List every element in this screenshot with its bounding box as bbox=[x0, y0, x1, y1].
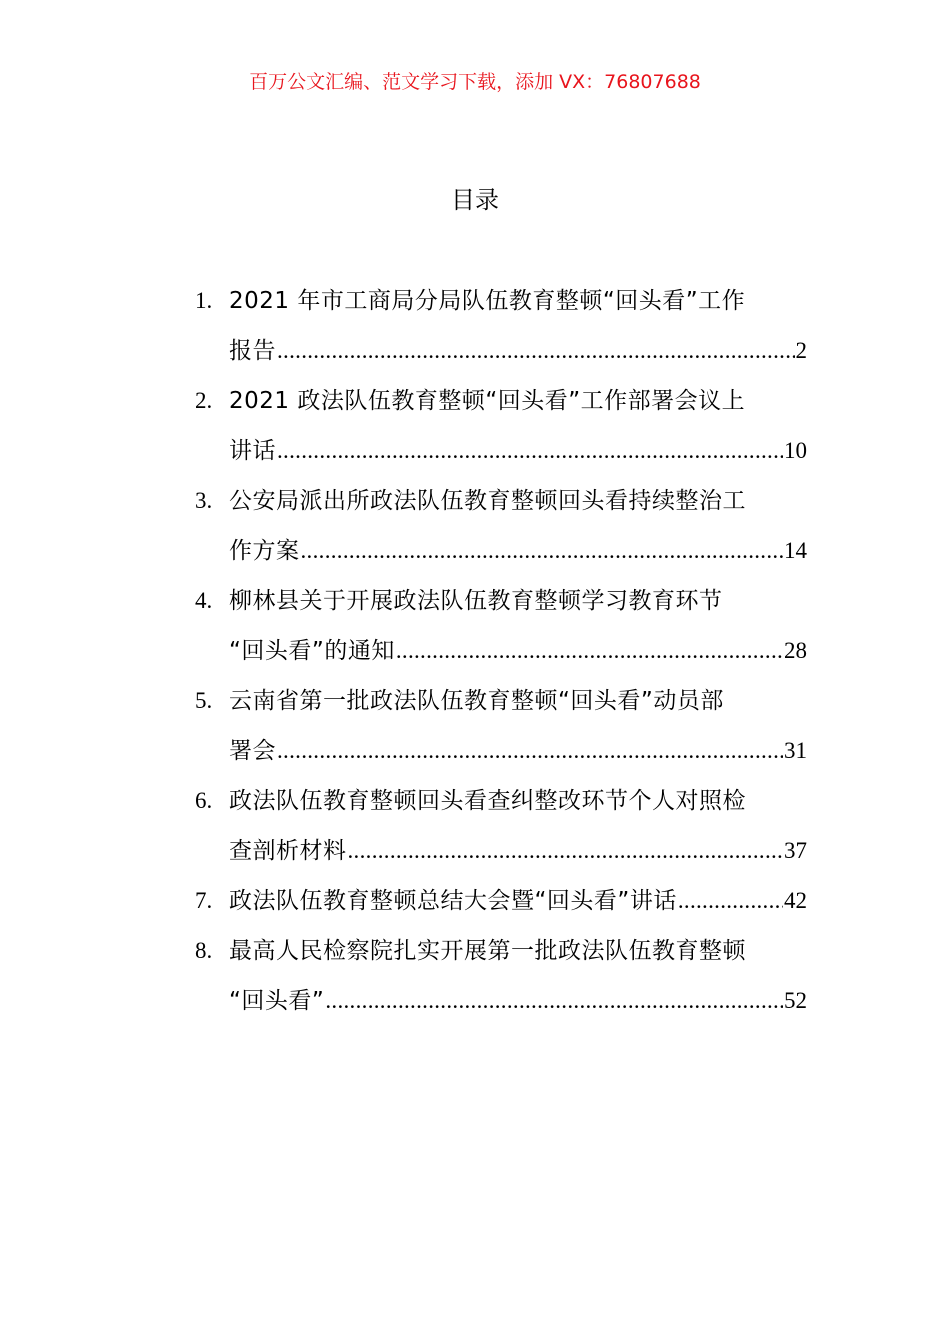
toc-page-number: 31 bbox=[784, 738, 807, 763]
toc-page-number: 28 bbox=[784, 638, 807, 663]
toc-entry-4[interactable] bbox=[195, 576, 807, 676]
toc-entry-title-line1: 政法队伍教育整顿总结大会暨“回头看”讲话 bbox=[229, 888, 677, 914]
toc-entry-2[interactable] bbox=[195, 376, 807, 476]
toc-entry-6[interactable] bbox=[195, 776, 807, 876]
toc-entry-title-line1: 云南省第一批政法队伍教育整顿“回头看”动员部 bbox=[229, 688, 724, 714]
toc-leader-dots bbox=[277, 726, 783, 776]
table-of-contents bbox=[195, 276, 807, 1026]
toc-title: 目录 bbox=[451, 186, 499, 214]
watermark-text: 百万公文汇编、范文学习下载，添加 VX：76807688 bbox=[249, 71, 701, 93]
toc-entry-5[interactable] bbox=[195, 676, 807, 776]
toc-leader-dots bbox=[277, 426, 783, 476]
toc-entry-1[interactable] bbox=[195, 276, 807, 376]
toc-entry-title-line2: “回头看”的通知 bbox=[229, 638, 395, 664]
toc-entry-number: 6. bbox=[195, 788, 213, 813]
toc-leader-dots bbox=[277, 326, 795, 376]
toc-entry-title-line1: 政法队伍教育整顿回头看查纠整改环节个人对照检 bbox=[229, 788, 746, 814]
toc-page-number: 2 bbox=[795, 338, 807, 363]
toc-page-number: 10 bbox=[784, 438, 807, 463]
toc-entry-title-line2: 报告 bbox=[229, 338, 276, 364]
toc-entry-number: 3. bbox=[195, 488, 213, 513]
toc-leader-dots bbox=[396, 626, 783, 676]
toc-page-number: 42 bbox=[784, 888, 807, 913]
toc-entry-title-line2: 查剖析材料 bbox=[229, 838, 347, 864]
toc-entry-number: 1. bbox=[195, 288, 213, 313]
toc-entry-title-line2: “回头看” bbox=[229, 988, 325, 1014]
toc-entry-title-line2: 署会 bbox=[229, 738, 276, 764]
toc-entry-number: 8. bbox=[195, 938, 213, 963]
toc-entry-title-line2: 作方案 bbox=[229, 538, 300, 564]
toc-entry-title-line1: 2021 年市工商局分局队伍教育整顿“回头看”工作 bbox=[229, 288, 746, 314]
toc-leader-dots bbox=[348, 826, 784, 876]
toc-page-number: 52 bbox=[784, 988, 807, 1013]
toc-leader-dots bbox=[678, 876, 783, 926]
toc-entry-number: 2. bbox=[195, 388, 213, 413]
toc-entry-number: 5. bbox=[195, 688, 213, 713]
toc-page-number: 37 bbox=[784, 838, 807, 863]
toc-entry-number: 7. bbox=[195, 888, 213, 913]
toc-entry-title-line1: 2021 政法队伍教育整顿“回头看”工作部署会议上 bbox=[229, 388, 746, 414]
toc-entry-3[interactable] bbox=[195, 476, 807, 576]
toc-entry-7[interactable] bbox=[195, 876, 807, 926]
toc-entry-8[interactable] bbox=[195, 926, 807, 1026]
toc-entry-title-line2: 讲话 bbox=[229, 438, 276, 464]
toc-entry-number: 4. bbox=[195, 588, 213, 613]
toc-leader-dots bbox=[325, 976, 783, 1026]
toc-leader-dots bbox=[301, 526, 784, 576]
toc-page-number: 14 bbox=[784, 538, 807, 563]
toc-entry-title-line1: 柳林县关于开展政法队伍教育整顿学习教育环节 bbox=[229, 588, 723, 614]
toc-entry-title-line1: 公安局派出所政法队伍教育整顿回头看持续整治工 bbox=[229, 488, 746, 514]
toc-entry-title-line1: 最高人民检察院扎实开展第一批政法队伍教育整顿 bbox=[229, 938, 746, 964]
